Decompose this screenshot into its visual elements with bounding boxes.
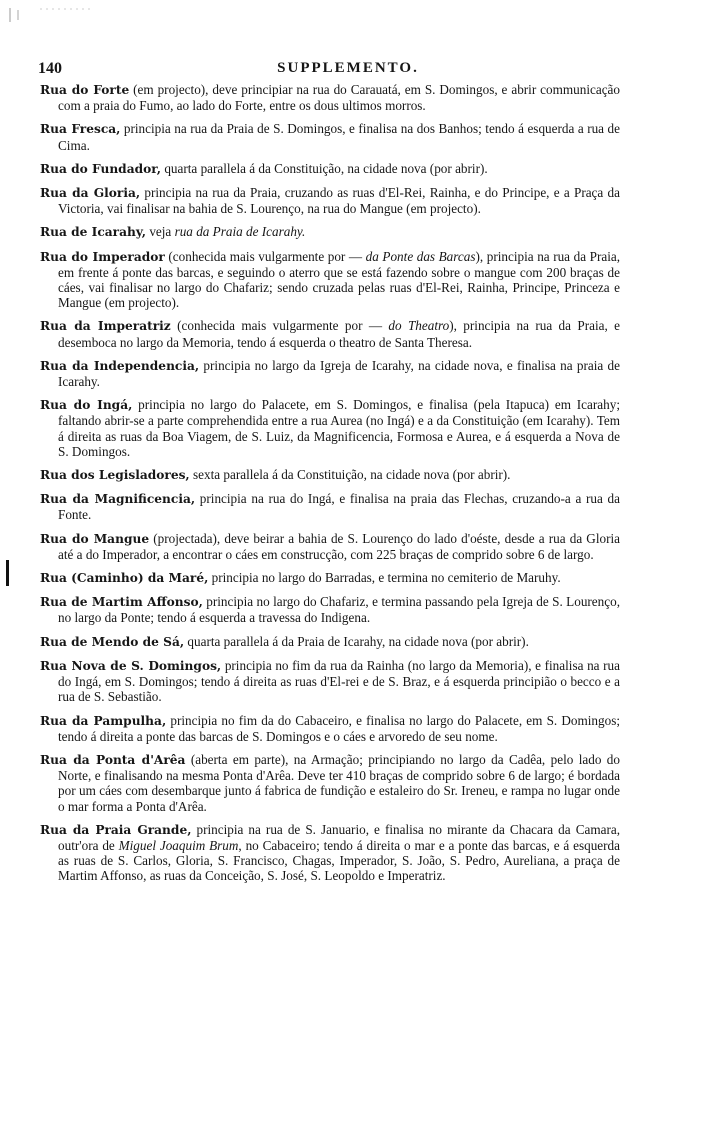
street-name: Rua dos Legisladores, xyxy=(40,468,190,483)
street-description-cont: , no Cabaceiro; tendo á direita o mar e a ponte das barcas, e á esquerda as ruas de S. Carlos, Gloria, S. Francisco, Chagas, Imperador, S. João, S. Pedro, Aureliana, a praça de Martim Affonso, as ruas da Conceição, S. José, S. Leopoldo e Imperatriz. xyxy=(58,837,620,884)
street-entry xyxy=(40,82,620,113)
street-name: Rua da Magnificencia, xyxy=(40,492,196,507)
street-description-cont: ), principia na rua da Praia, em frente á ponte das barcas, e seguindo o aterro que se está fazendo sobre o mangue com 200 braças de cáes, vai finalisar no largo do Chafariz; sendo cruzada pelas ruas d'El-Rei, Rainha, Principe, Princeza e Mangue (em projecto). xyxy=(58,248,621,311)
street-entry xyxy=(40,822,620,884)
street-entry xyxy=(40,397,620,459)
street-name: Rua da Imperatriz xyxy=(40,319,171,334)
street-description: principia no fim da rua da Rainha (no largo da Memoria), e finalisa na rua do Ingá, em S. Domingos; tendo á direita as ruas d'El-rei e de S. Braz, e á esquerda principião o becco e a rua de S. Sebastião. xyxy=(58,657,620,705)
street-name: Rua (Caminho) da Maré, xyxy=(40,571,209,586)
street-description: principia na rua da Praia, cruzando as ruas d'El-Rei, Rainha, e do Principe, e a Praça da Victoria, vai finalisar na bahia de S. Lourenço, na rua do Mangue (em projecto). xyxy=(58,185,620,217)
street-description: (em projecto), deve principiar na rua do Carauatá, em S. Domingos, e abrir communicação com a praia do Fumo, ao lado do Forte, entre os dous ultimos morros. xyxy=(58,82,620,114)
street-entry xyxy=(40,531,620,562)
street-description-italic: rua da Praia de Icarahy. xyxy=(174,224,306,240)
street-entry xyxy=(40,634,620,650)
street-name: Rua do Fundador, xyxy=(40,161,162,176)
street-name: Rua da Pampulha, xyxy=(40,713,167,728)
street-description: principia no largo da Igreja de Icarahy, na cidade nova, e finalisa na praia de Icarahy. xyxy=(58,357,620,390)
page-number: 140 xyxy=(38,60,62,77)
street-name: Rua de Mendo de Sá, xyxy=(40,634,185,649)
street-description-italic: do Theatro xyxy=(388,318,450,334)
street-name: Rua da Ponta d'Arêa xyxy=(40,752,186,767)
street-name: Rua do Mangue xyxy=(40,531,150,546)
street-entry xyxy=(40,752,620,814)
street-entry xyxy=(40,658,620,705)
street-name: Rua da Independencia, xyxy=(40,358,200,373)
page-header xyxy=(38,60,658,82)
street-entry xyxy=(40,358,620,389)
street-entry xyxy=(40,491,620,522)
street-description-italic: da Ponte das Barcas xyxy=(365,248,476,264)
street-entry xyxy=(40,249,620,311)
street-name: Rua Nova de S. Domingos, xyxy=(40,658,222,673)
scan-noise xyxy=(0,0,715,30)
street-entry xyxy=(40,594,620,625)
street-entry xyxy=(40,121,620,152)
street-name: Rua do Forte xyxy=(40,83,130,97)
street-description: principia no largo do Barradas, e termina no cemiterio de Maruhy. xyxy=(208,570,561,586)
street-name: Rua da Gloria, xyxy=(40,186,141,201)
street-description: principia na rua de S. Januario, e finalisa no mirante da Chacara da Camara, outr'ora de xyxy=(58,821,620,853)
running-title: SUPPLEMENTO. xyxy=(277,60,419,76)
street-name: Rua da Praia Grande, xyxy=(40,822,192,837)
street-entries xyxy=(40,82,620,892)
street-description: principia no largo do Chafariz, e termina passando pela Igreja de S. Lourenço, no largo da Ponte; tendo á esquerda a travessa do Indigena. xyxy=(58,594,620,626)
street-description: quarta parallela á da Praia de Icarahy, na cidade nova (por abrir). xyxy=(184,633,529,649)
street-description: (projectada), deve beirar a bahia de S. Lourenço do lado d'oéste, desde a rua da Gloria até a do Imperador, a encontrar o cáes em construcção, com 225 braças de comprido sobre 6 de largo. xyxy=(58,530,620,562)
street-description: principia na rua da Praia de S. Domingos, e finalisa na dos Banhos; tendo á esquerda a rua de Cima. xyxy=(58,121,621,153)
street-name: Rua de Martim Affonso, xyxy=(40,595,203,610)
scan-noise-marks xyxy=(0,0,715,30)
street-entry xyxy=(40,224,620,240)
street-entry xyxy=(40,318,620,349)
street-description: (conhecida mais vulgarmente por — xyxy=(164,248,366,264)
street-description: (aberta em parte), na Armação; principiando no largo da Cadêa, pelo lado do Norte, e finalisando na mesma Ponta d'Arêa. Deve ter 410 braças de comprido sobre 6 de largo; é bordada por um cáes com desembarque junto á fabrica de fundição e estaleiro do Sr. Ireneu, e rampa no lugar onde o mar forma a Ponta d'Arêa. xyxy=(58,751,620,814)
street-entry xyxy=(40,713,620,744)
street-description-cont: ), principia na rua da Praia, e desemboca no largo da Memoria, tendo á esquerda o theatro de Santa Theresa. xyxy=(58,318,620,350)
street-description: (conhecida mais vulgarmente por — xyxy=(170,318,389,334)
margin-mark xyxy=(6,560,9,586)
street-entry xyxy=(40,185,620,216)
street-entry xyxy=(40,161,620,177)
street-description-italic: Miguel Joaquim Brum xyxy=(118,837,239,853)
street-entry xyxy=(40,467,620,483)
street-name: Rua do Imperador xyxy=(40,249,165,264)
street-description: principia na rua do Ingá, e finalisa na praia das Flechas, cruzando-a a rua da Fonte. xyxy=(58,491,620,523)
street-entry xyxy=(40,570,620,586)
street-description: veja xyxy=(146,224,175,240)
street-name: Rua do Ingá, xyxy=(40,398,133,413)
street-name: Rua de Icarahy, xyxy=(40,225,147,240)
street-description: sexta parallela á da Constituição, na cidade nova (por abrir). xyxy=(189,467,511,483)
street-description: principia no fim da do Cabaceiro, e finalisa no largo do Palacete, em S. Domingos; tendo á direita a ponte das barcas de S. Domingos e o cáes e arvoredo de seu nome. xyxy=(58,712,620,744)
street-description: principia no largo do Palacete, em S. Domingos, e finalisa (pela Itapuca) em Icarahy; faltando abrir-se a parte comprehendida entre a rua Aurea (no Ingá) e a da Constituição (em Icarahy). Tem á direita as ruas da Boa Viagem, de S. Luiz, da Magnificencia, Formosa e Aurea, e á esquerda a Nova de S. Domingos. xyxy=(58,397,620,459)
street-description: quarta parallela á da Constituição, na cidade nova (por abrir). xyxy=(161,160,488,176)
street-name: Rua Fresca, xyxy=(40,122,121,137)
